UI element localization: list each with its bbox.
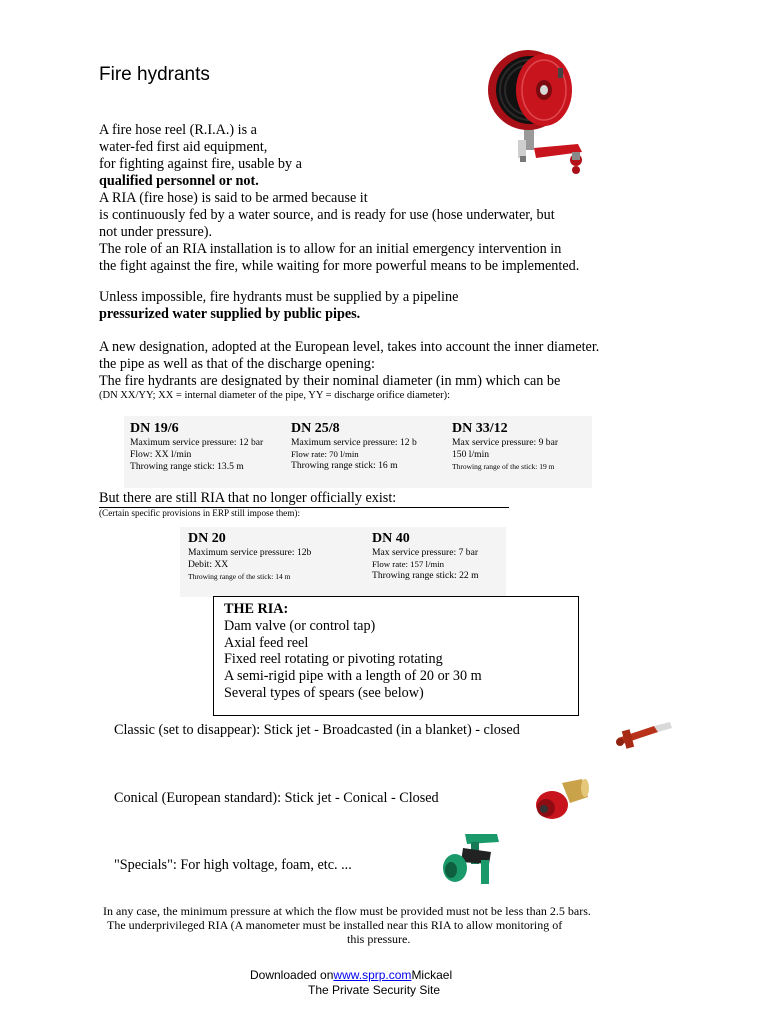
dn-spec: Max service pressure: 9 bar [452, 437, 559, 448]
lance-conical-text: Conical (European standard): Stick jet - Conical - Closed [114, 790, 439, 806]
dn-spec: Flow: XX l/min [130, 449, 192, 460]
dn-40-card [372, 531, 506, 582]
dn-name: DN 19/6 [130, 421, 179, 436]
supply-line: Unless impossible, fire hydrants must be supplied by a pipeline [99, 289, 459, 305]
intro-line: water-fed first aid equipment, [99, 139, 268, 155]
pressure-note-line: The underprivileged RIA (A manometer must be installed near this RIA to allow monitoring of [107, 918, 563, 932]
supply-line-bold: pressurized water supplied by public pipes. [99, 306, 361, 322]
designation-line: A new designation, adopted at the European level, takes into account the inner diameter. [99, 339, 600, 355]
dn-spec: 150 l/min [452, 449, 490, 460]
dn-name: DN 25/8 [291, 421, 340, 436]
dn-spec: Throwing range of the stick: 19 m [452, 462, 555, 471]
dn-spec: Maximum service pressure: 12 bar [130, 437, 264, 448]
ria-box-item: Axial feed reel [224, 634, 309, 651]
intro-line: A fire hose reel (R.I.A.) is a [99, 122, 257, 138]
pressure-note-line: In any case, the minimum pressure at which the flow must be provided must not be less than 2.5 bars. [103, 904, 591, 918]
dn-spec: Maximum service pressure: 12b [188, 547, 312, 558]
designation-paragraph [99, 339, 599, 390]
dn-spec: Flow rate: 157 l/min [372, 559, 445, 569]
legacy-heading: But there are still RIA that no longer officially exist: [99, 490, 509, 508]
footer-download-line [250, 968, 452, 982]
dn-spec: Flow rate: 70 l/min [291, 449, 359, 459]
legacy-note: (Certain specific provisions in ERP still impose them): [99, 508, 300, 518]
ria-box-item: Several types of spears (see below) [224, 684, 424, 701]
ria-components-box [213, 596, 579, 716]
footer-prefix: Downloaded on [250, 968, 334, 982]
dn-spec: Throwing range of the stick: 14 m [188, 572, 291, 581]
dn-name: DN 40 [372, 531, 410, 546]
pressure-note-line: this pressure. [347, 932, 411, 946]
ria-box-item: A semi-rigid pipe with a length of 20 or 30 m [224, 668, 482, 685]
designation-line: The fire hydrants are designated by their nominal diameter (in mm) which can be [99, 373, 561, 389]
page-title: Fire hydrants [99, 64, 210, 85]
footer-link[interactable]: www.sprp.com [333, 968, 412, 982]
lance-classic-text: Classic (set to disappear): Stick jet - Broadcasted (in a blanket) - closed [114, 722, 520, 738]
intro-paragraph [99, 122, 579, 275]
intro-line: is continuously fed by a water source, and is ready for use (hose underwater, but [99, 207, 555, 223]
intro-line: the fight against the fire, while waiting for more powerful means to be implemented. [99, 258, 580, 274]
intro-line-bold: qualified personnel or not. [99, 173, 259, 189]
intro-line: not under pressure). [99, 224, 213, 240]
dn-spec: Debit: XX [188, 559, 229, 570]
dn-spec: Max service pressure: 7 bar [372, 547, 479, 558]
dn-25-8-card [291, 421, 441, 472]
ria-box-item: Fixed reel rotating or pivoting rotating [224, 651, 443, 668]
classic-nozzle-icon [614, 716, 674, 750]
ria-box-heading: THE RIA: [224, 601, 289, 617]
lance-special-text: "Specials": For high voltage, foam, etc. ... [114, 857, 352, 873]
dn-20-card [188, 531, 358, 582]
dn-spec: Throwing range stick: 13.5 m [130, 461, 244, 472]
special-nozzle-icon [441, 828, 505, 890]
conical-nozzle-icon [532, 775, 592, 825]
dn-33-12-card [452, 421, 592, 472]
footer-site-name: The Private Security Site [308, 983, 441, 997]
footer-suffix: Mickael [411, 968, 453, 982]
intro-line: The role of an RIA installation is to allow for an initial emergency intervention in [99, 241, 562, 257]
intro-line: A RIA (fire hose) is said to be armed because it [99, 190, 368, 206]
supply-paragraph [99, 289, 458, 323]
designation-line: the pipe as well as that of the discharge opening: [99, 356, 375, 372]
intro-line: for fighting against fire, usable by a [99, 156, 302, 172]
dn-spec: Throwing range stick: 22 m [372, 570, 479, 581]
ria-box-item: Dam valve (or control tap) [224, 617, 376, 634]
dn-19-6-card [130, 421, 278, 473]
dn-name: DN 20 [188, 531, 226, 546]
dn-spec: Maximum service pressure: 12 b [291, 437, 417, 448]
designation-note: (DN XX/YY; XX = internal diameter of the pipe, YY = discharge orifice diameter): [99, 390, 451, 401]
dn-name: DN 33/12 [452, 421, 508, 436]
dn-spec: Throwing range stick: 16 m [291, 460, 398, 471]
